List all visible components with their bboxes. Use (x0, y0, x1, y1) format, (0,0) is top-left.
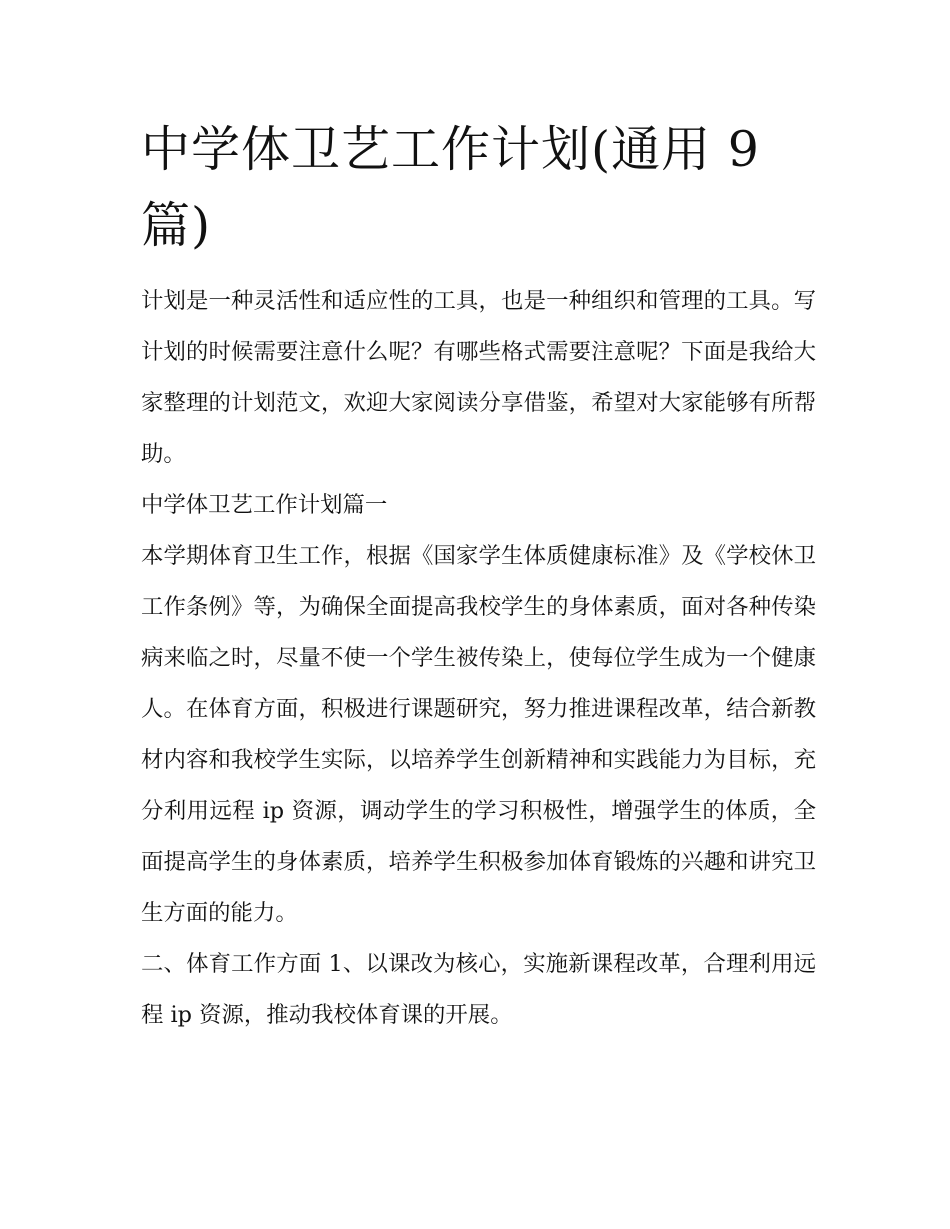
section-heading: 中学体卫艺工作计划篇一 (141, 492, 388, 518)
document-title: 中学体卫艺工作计划(通用 9 篇) (141, 121, 760, 254)
document-body (141, 276, 816, 1041)
body-paragraph: 本学期体育卫生工作，根据《国家学生体质健康标准》及《学校休卫工作条例》等，为确保全面提高我校学生的身体素质，面对各种传染病来临之时，尽量不使一个学生被传染上，使每位学生成为一个健康人。在体育方面，积极进行课题研究，努力推进课程改革，结合新教材内容和我校学生实际，以培养学生创新精神和实践能力为目标，充分利用远程 ip 资源，调动学生的学习积极性，增强学生的体质，全面提高学生的身体素质，培养学生积极参加体育锻炼的兴趣和讲究卫生方面的能力。 (141, 543, 816, 926)
intro-paragraph: 计划是一种灵活性和适应性的工具，也是一种组织和管理的工具。写计划的时候需要注意什么呢？有哪些格式需要注意呢？下面是我给大家整理的计划范文，欢迎大家阅读分享借鉴，希望对大家能够有所帮助。 (141, 288, 816, 467)
body-paragraph: 二、体育工作方面 1、以课改为核心，实施新课程改革，合理利用远程 ip 资源，推动我校体育课的开展。 (141, 951, 816, 1028)
